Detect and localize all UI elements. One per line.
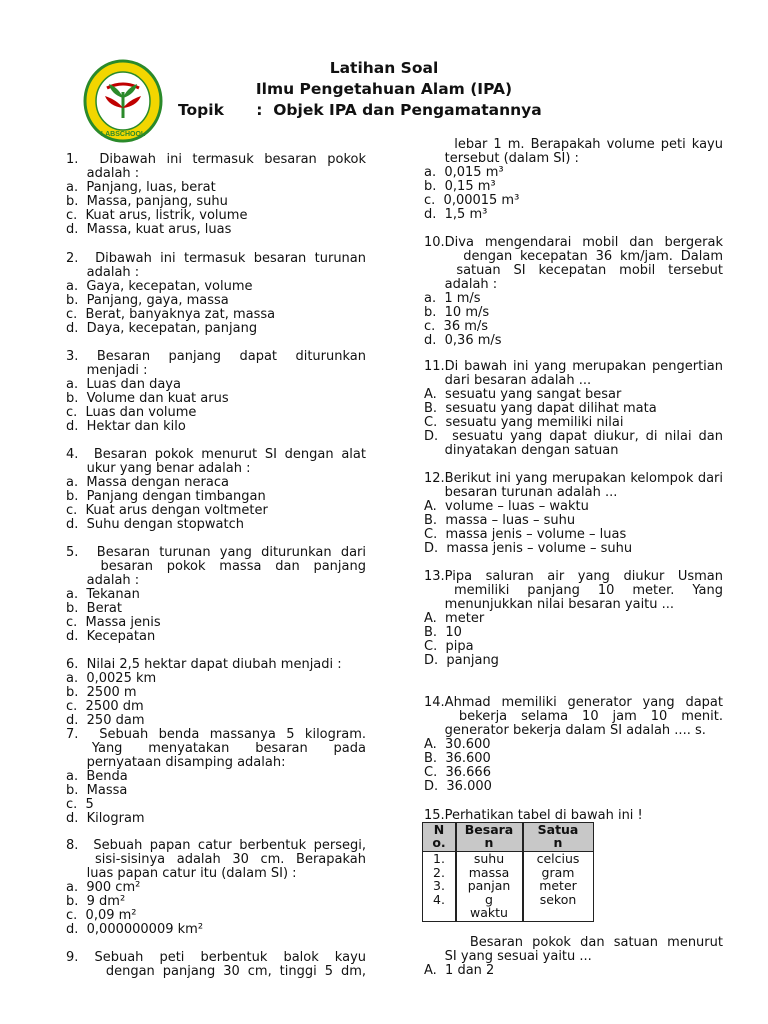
question-line: adalah :: [66, 166, 140, 181]
question-line: d. Daya, kecepatan, panjang: [66, 321, 258, 336]
question-line: dengan kecepatan 36 km/jam. Dalam: [424, 250, 723, 264]
question-line: b. Massa, panjang, suhu: [66, 194, 228, 209]
question-line: d. Massa, kuat arus, luas: [66, 222, 232, 237]
question-line: B. 36.600: [424, 751, 491, 766]
question-line: a. 0,0025 km: [66, 671, 157, 686]
question-line: B. massa – luas – suhu: [424, 513, 576, 528]
question-line: C. 36.666: [424, 765, 491, 780]
question-line: ukur yang benar adalah :: [66, 461, 251, 476]
question-line: besaran turunan adalah ...: [424, 485, 618, 500]
question-line: sisi-sisinya adalah 30 cm. Berapakah: [66, 853, 366, 867]
question-line: 9. Sebuah peti berbentuk balok kayu: [66, 951, 366, 965]
question-line: menjadi :: [66, 363, 148, 378]
question-line: 4. Besaran pokok menurut SI dengan alat: [66, 448, 366, 462]
question-line: d. 250 dam: [66, 713, 145, 728]
question-line: A. sesuatu yang sangat besar: [424, 387, 622, 402]
question-line: a. Massa dengan neraca: [66, 475, 229, 490]
question-line: c. 5: [66, 797, 94, 812]
question-line: Yang menyatakan besaran pada: [66, 742, 366, 756]
question-line: a. Panjang, luas, berat: [66, 180, 216, 195]
question-line: c. 36 m/s: [424, 319, 489, 334]
question-line: a. Gaya, kecepatan, volume: [66, 279, 253, 294]
question-line: D. massa jenis – volume – suhu: [424, 541, 633, 556]
table-cell: waktu: [470, 905, 508, 921]
question-line: d. Kecepatan: [66, 629, 156, 644]
header: [0, 58, 768, 120]
question-line: a. Tekanan: [66, 587, 140, 602]
question-line: c. Berat, banyaknya zat, massa: [66, 307, 276, 322]
question-line: menunjukkan nilai besaran yaitu ...: [424, 597, 675, 612]
table-cell: gram: [541, 864, 575, 880]
question-line: tersebut (dalam SI) :: [424, 151, 579, 166]
question-line: a. Luas dan daya: [66, 377, 181, 392]
question-line: b. 10 m/s: [424, 305, 490, 320]
question-line: besaran pokok massa dan panjang: [66, 560, 366, 574]
question-line: A. volume – luas – waktu: [424, 499, 589, 514]
question-line: d. 0,000000009 km²: [66, 922, 204, 937]
question-line: d. Hektar dan kilo: [66, 419, 186, 434]
table-cell: celcius: [536, 851, 580, 866]
question-line: C. sesuatu yang memiliki nilai: [424, 415, 624, 430]
question-line: pernyataan disamping adalah:: [66, 755, 286, 770]
question-line: 14.Ahmad memiliki generator yang dapat: [424, 696, 723, 710]
question-line: C. massa jenis – volume – luas: [424, 527, 627, 542]
question-line: b. Berat: [66, 601, 122, 616]
question-line: A. 30.600: [424, 737, 491, 752]
question-line: C. pipa: [424, 639, 474, 654]
question-line: D. sesuatu yang dapat diukur, di nilai dan: [424, 430, 723, 444]
question-line: dinyatakan dengan satuan: [424, 443, 619, 458]
table-header-cell: n: [484, 835, 494, 850]
document-title: Latihan Soal: [329, 59, 439, 77]
question-line: b. 9 dm²: [66, 894, 126, 909]
question-line: b. 0,15 m³: [424, 179, 496, 194]
question-line: 10.Diva mengendarai mobil dan bergerak: [424, 236, 723, 250]
question-line: bekerja selama 10 jam 10 menit.: [458, 710, 723, 724]
question-line: adalah :: [66, 573, 140, 588]
question-line: 7. Sebuah benda massanya 5 kilogram.: [66, 728, 366, 742]
table-cell: suhu: [473, 851, 505, 866]
question-line: 1. Dibawah ini termasuk besaran pokok: [66, 153, 366, 167]
table-header-cell: Satua: [537, 822, 579, 837]
question-line: 3. Besaran panjang dapat diturunkan: [66, 350, 366, 364]
question-line: adalah :: [66, 265, 140, 280]
question-line: c. 0,00015 m³: [424, 193, 520, 208]
table-cell: meter: [539, 878, 577, 894]
question-line: a. 900 cm²: [66, 880, 141, 895]
question-line: Besaran pokok dan satuan menurut: [469, 936, 723, 950]
subject-title: Ilmu Pengetahuan Alam (IPA): [255, 80, 513, 98]
question-line: 12.Berikut ini yang merupakan kelompok dari: [424, 472, 723, 486]
question-line: memiliki panjang 10 meter. Yang: [424, 584, 723, 598]
question-line: c. Kuat arus, listrik, volume: [66, 208, 248, 223]
question-line: D. panjang: [424, 653, 499, 668]
question-line: d. 0,36 m/s: [424, 333, 502, 348]
question-line: c. 2500 dm: [66, 699, 144, 714]
question-line: luas papan catur itu (dalam SI) :: [66, 866, 297, 881]
question-line: generator bekerja dalam SI adalah .... s.: [424, 723, 706, 738]
question-line: 6. Nilai 2,5 hektar dapat diubah menjadi :: [66, 657, 342, 672]
question-line: a. Benda: [66, 769, 128, 784]
question-line: a. 1 m/s: [424, 291, 481, 306]
question-line: c. Kuat arus dengan voltmeter: [66, 503, 268, 518]
table-header-cell: Besara: [464, 822, 514, 837]
question-line: b. 2500 m: [66, 685, 137, 700]
logo-text: LABSCHOOL: [100, 131, 146, 138]
question-15-table: [422, 822, 594, 922]
question-line: c. 0,09 m²: [66, 908, 137, 923]
table-cell: g: [485, 891, 493, 907]
question-line: c. Massa jenis: [66, 615, 161, 630]
question-line: b. Volume dan kuat arus: [66, 391, 229, 406]
question-line: 15.Perhatikan tabel di bawah ini !: [424, 808, 643, 823]
question-line: 11.Di bawah ini yang merupakan pengertian: [424, 360, 723, 374]
question-line: B. sesuatu yang dapat dilihat mata: [424, 401, 657, 416]
question-line: d. Suhu dengan stopwatch: [66, 517, 244, 532]
question-line: d. Kilogram: [66, 811, 145, 826]
question-line: A. meter: [424, 611, 485, 626]
table-cell: sekon: [539, 891, 577, 907]
table-header-cell: N: [433, 822, 445, 837]
table-cell: massa: [468, 864, 510, 880]
question-line: 5. Besaran turunan yang diturunkan dari: [66, 546, 366, 560]
question-line: lebar 1 m. Berapakah volume peti kayu: [424, 138, 723, 152]
question-line: c. Luas dan volume: [66, 405, 197, 420]
question-line: B. 10: [424, 625, 462, 640]
question-line: 13.Pipa saluran air yang diukur Usman: [424, 570, 723, 584]
table-cell: panjan: [467, 878, 511, 894]
question-line: dengan panjang 30 cm, tinggi 5 dm,: [66, 965, 366, 979]
table-header-cell: n: [553, 835, 563, 850]
question-line: b. Massa: [66, 783, 128, 798]
question-line: satuan SI kecepatan mobil tersebut: [424, 264, 723, 278]
table-cell: 4.: [433, 891, 445, 907]
question-line: adalah :: [424, 277, 498, 292]
question-line: b. Panjang, gaya, massa: [66, 293, 229, 308]
table-cell: 2.: [433, 864, 445, 880]
topic-line: Topik : Objek IPA dan Pengamatannya: [178, 101, 542, 119]
question-line: a. 0,015 m³: [424, 165, 504, 180]
question-line: 8. Sebuah papan catur berbentuk persegi,: [66, 839, 366, 853]
question-line: A. 1 dan 2: [424, 963, 495, 978]
table-header-cell: o.: [432, 835, 446, 850]
question-line: d. 1,5 m³: [424, 207, 488, 222]
question-line: b. Panjang dengan timbangan: [66, 489, 266, 504]
question-line: dari besaran adalah ...: [424, 373, 592, 388]
question-line: D. 36.000: [424, 779, 492, 794]
question-line: SI yang sesuai yaitu ...: [424, 949, 592, 964]
question-line: 2. Dibawah ini termasuk besaran turunan: [66, 252, 366, 266]
table-cell: 1.: [433, 851, 445, 866]
table-cell: 3.: [433, 878, 445, 894]
